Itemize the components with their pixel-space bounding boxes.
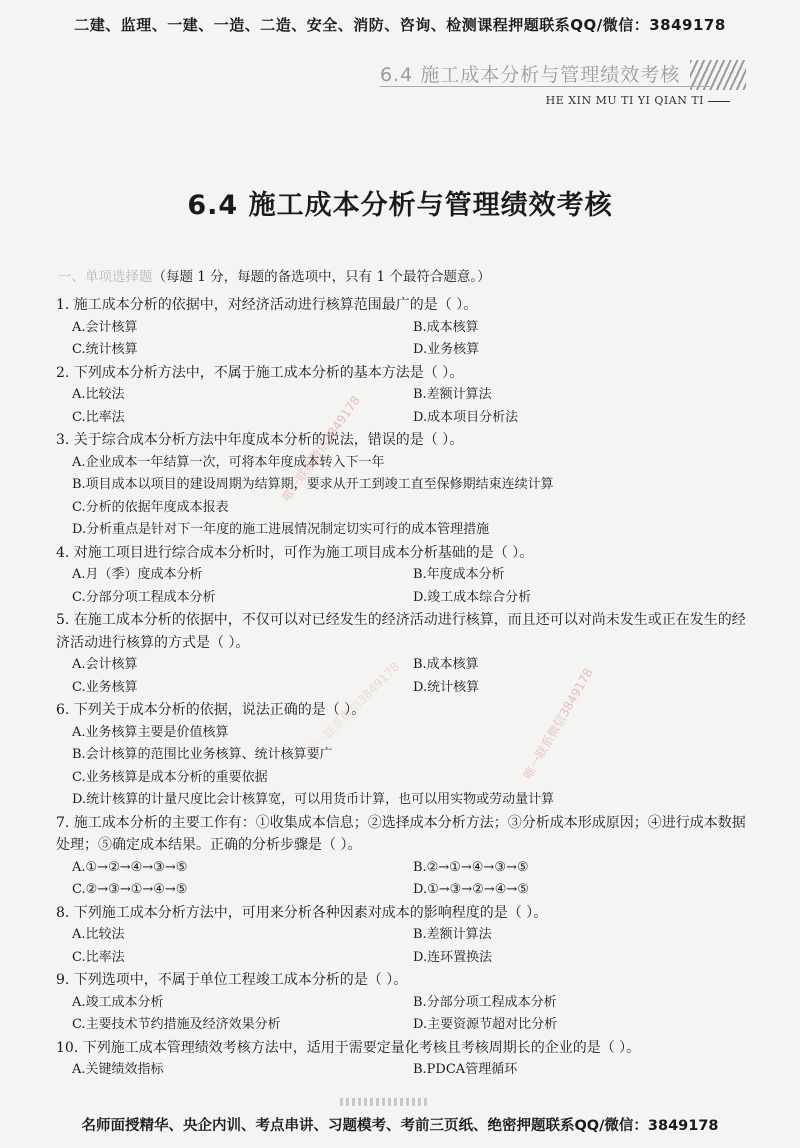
bottom-banner: 名师面授精华、央企内训、考点串讲、习题模考、考前三页纸、绝密押题联系QQ/微信：3849178 xyxy=(81,1118,719,1134)
chapter-title: 6.4 施工成本分析与管理绩效考核 xyxy=(187,190,613,221)
answer-option: C.分部分项工程成本分析 xyxy=(72,589,216,605)
answer-option: C.统计核算 xyxy=(72,342,138,357)
question-text: 8. 下列施工成本分析方法中，可用来分析各种因素对成本的影响程度的是（ ）。 xyxy=(56,904,548,921)
question-text: 2. 下列成本分析方法中，不属于施工成本分析的基本方法是（ ）。 xyxy=(56,364,464,381)
answer-option: C.分析的依据年度成本报表 xyxy=(72,499,229,515)
section-label: 一、单项选择题 xyxy=(58,269,153,285)
answer-option: C.业务核算是成本分析的重要依据 xyxy=(72,769,268,785)
answer-option: A.会计核算 xyxy=(72,657,138,672)
answer-option: D.①→③→②→④→⑤ xyxy=(413,882,529,897)
answer-option: D.统计核算 xyxy=(413,679,480,695)
answer-option: B.年度成本分析 xyxy=(413,567,505,582)
answer-option: B.差额计算法 xyxy=(413,387,492,402)
option-group xyxy=(56,317,746,362)
answer-option: B.差额计算法 xyxy=(413,927,492,942)
answer-option: B.PDCA管理循环 xyxy=(413,1062,518,1077)
answer-option: A.企业成本一年结算一次，可将本年度成本转入下一年 xyxy=(72,454,385,470)
answer-option: A.关键绩效指标 xyxy=(72,1062,164,1077)
answer-option: D.业务核算 xyxy=(413,342,480,357)
answer-option: A.业务核算主要是价值核算 xyxy=(72,724,229,740)
answer-option: D.竣工成本综合分析 xyxy=(413,589,532,605)
top-banner: 二建、监理、一建、一造、二造、安全、消防、咨询、检测课程押题联系QQ/微信：3849178 xyxy=(74,16,726,34)
answer-option: C.主要技术节约措施及经济效果分析 xyxy=(72,1017,281,1032)
header-rule xyxy=(380,86,710,87)
question-text: 3. 关于综合成本分析方法中年度成本分析的说法，错误的是（ ）。 xyxy=(56,432,464,448)
running-header-title: 6.4 施工成本分析与管理绩效考核 xyxy=(380,64,681,86)
option-group xyxy=(56,722,746,812)
answer-option: B.②→①→④→③→⑤ xyxy=(413,859,529,875)
question-list xyxy=(56,294,746,1082)
answer-option: C.比率法 xyxy=(72,949,125,965)
answer-option: B.成本核算 xyxy=(413,319,479,335)
section-heading xyxy=(58,265,491,285)
answer-option: A.比较法 xyxy=(72,927,125,942)
option-group xyxy=(56,452,746,542)
answer-option: C.②→③→①→④→⑤ xyxy=(72,882,188,897)
option-group xyxy=(56,564,746,609)
answer-option: A.会计核算 xyxy=(72,319,138,335)
answer-option: A.月（季）度成本分析 xyxy=(72,567,203,582)
question-text: 1. 施工成本分析的依据中，对经济活动进行核算范围最广的是（ ）。 xyxy=(56,297,478,313)
question-text: 10. 下列施工成本管理绩效考核方法中，适用于需要定量化考核且考核周期长的企业的是（ ）。 xyxy=(56,1039,641,1056)
watermark: 唯一联系微信3849178 xyxy=(279,393,363,505)
option-group xyxy=(56,992,746,1037)
answer-option: C.业务核算 xyxy=(72,679,138,695)
option-group xyxy=(56,654,746,699)
answer-option: D.连环置换法 xyxy=(413,949,493,965)
answer-option: B.成本核算 xyxy=(413,657,479,672)
question-text: 4. 对施工项目进行综合成本分析时，可作为施工项目成本分析基础的是（ ）。 xyxy=(56,544,534,561)
option-group xyxy=(56,1059,746,1082)
question-text: 5. 在施工成本分析的依据中，不仅可以对已经发生的经济活动进行核算，而且还可以对尚未发生或正在发生的经济活动进行核算的方式是（ ）。 xyxy=(56,612,746,651)
answer-option: D.主要资源节超对比分析 xyxy=(413,1017,558,1032)
running-header-pinyin: HE XIN MU TI YI QIAN TI xyxy=(546,94,730,107)
option-group xyxy=(56,924,746,969)
answer-option: A.①→②→④→③→⑤ xyxy=(72,859,188,875)
answer-option: D.成本项目分析法 xyxy=(413,409,519,425)
answer-option: B.会计核算的范围比业务核算、统计核算要广 xyxy=(72,747,333,762)
answer-option: B.项目成本以项目的建设周期为结算期，要求从开工到竣工直至保修期结束连续计算 xyxy=(72,477,554,492)
answer-option: D.统计核算的计量尺度比会计核算宽，可以用货币计算，也可以用实物或劳动量计算 xyxy=(72,792,555,807)
answer-option: B.分部分项工程成本分析 xyxy=(413,994,557,1010)
answer-option: A.比较法 xyxy=(72,387,125,402)
question-text: 9. 下列选项中，不属于单位工程竣工成本分析的是（ ）。 xyxy=(56,972,408,988)
question-text: 6. 下列关于成本分析的依据，说法正确的是（ ）。 xyxy=(56,702,366,718)
answer-option: C.比率法 xyxy=(72,409,125,425)
watermark: 唯一联系微信3849178 xyxy=(520,665,596,782)
footer-decoration xyxy=(340,1098,430,1106)
section-note: （每题 1 分，每题的备选项中，只有 1 个最符合题意。） xyxy=(152,269,491,285)
answer-option: D.分析重点是针对下一年度的施工进展情况制定切实可行的成本管理措施 xyxy=(72,522,490,537)
answer-option: A.竣工成本分析 xyxy=(72,994,164,1010)
question-text: 7. 施工成本分析的主要工作有：①收集成本信息；②选择成本分析方法；③分析成本形成原因；④进行成本数据处理；⑤确定成本结果。正确的分析步骤是（ ）。 xyxy=(56,814,746,853)
watermark: 唯一联系微信3849178 xyxy=(303,659,403,759)
option-group xyxy=(56,384,746,429)
option-group xyxy=(56,857,746,902)
